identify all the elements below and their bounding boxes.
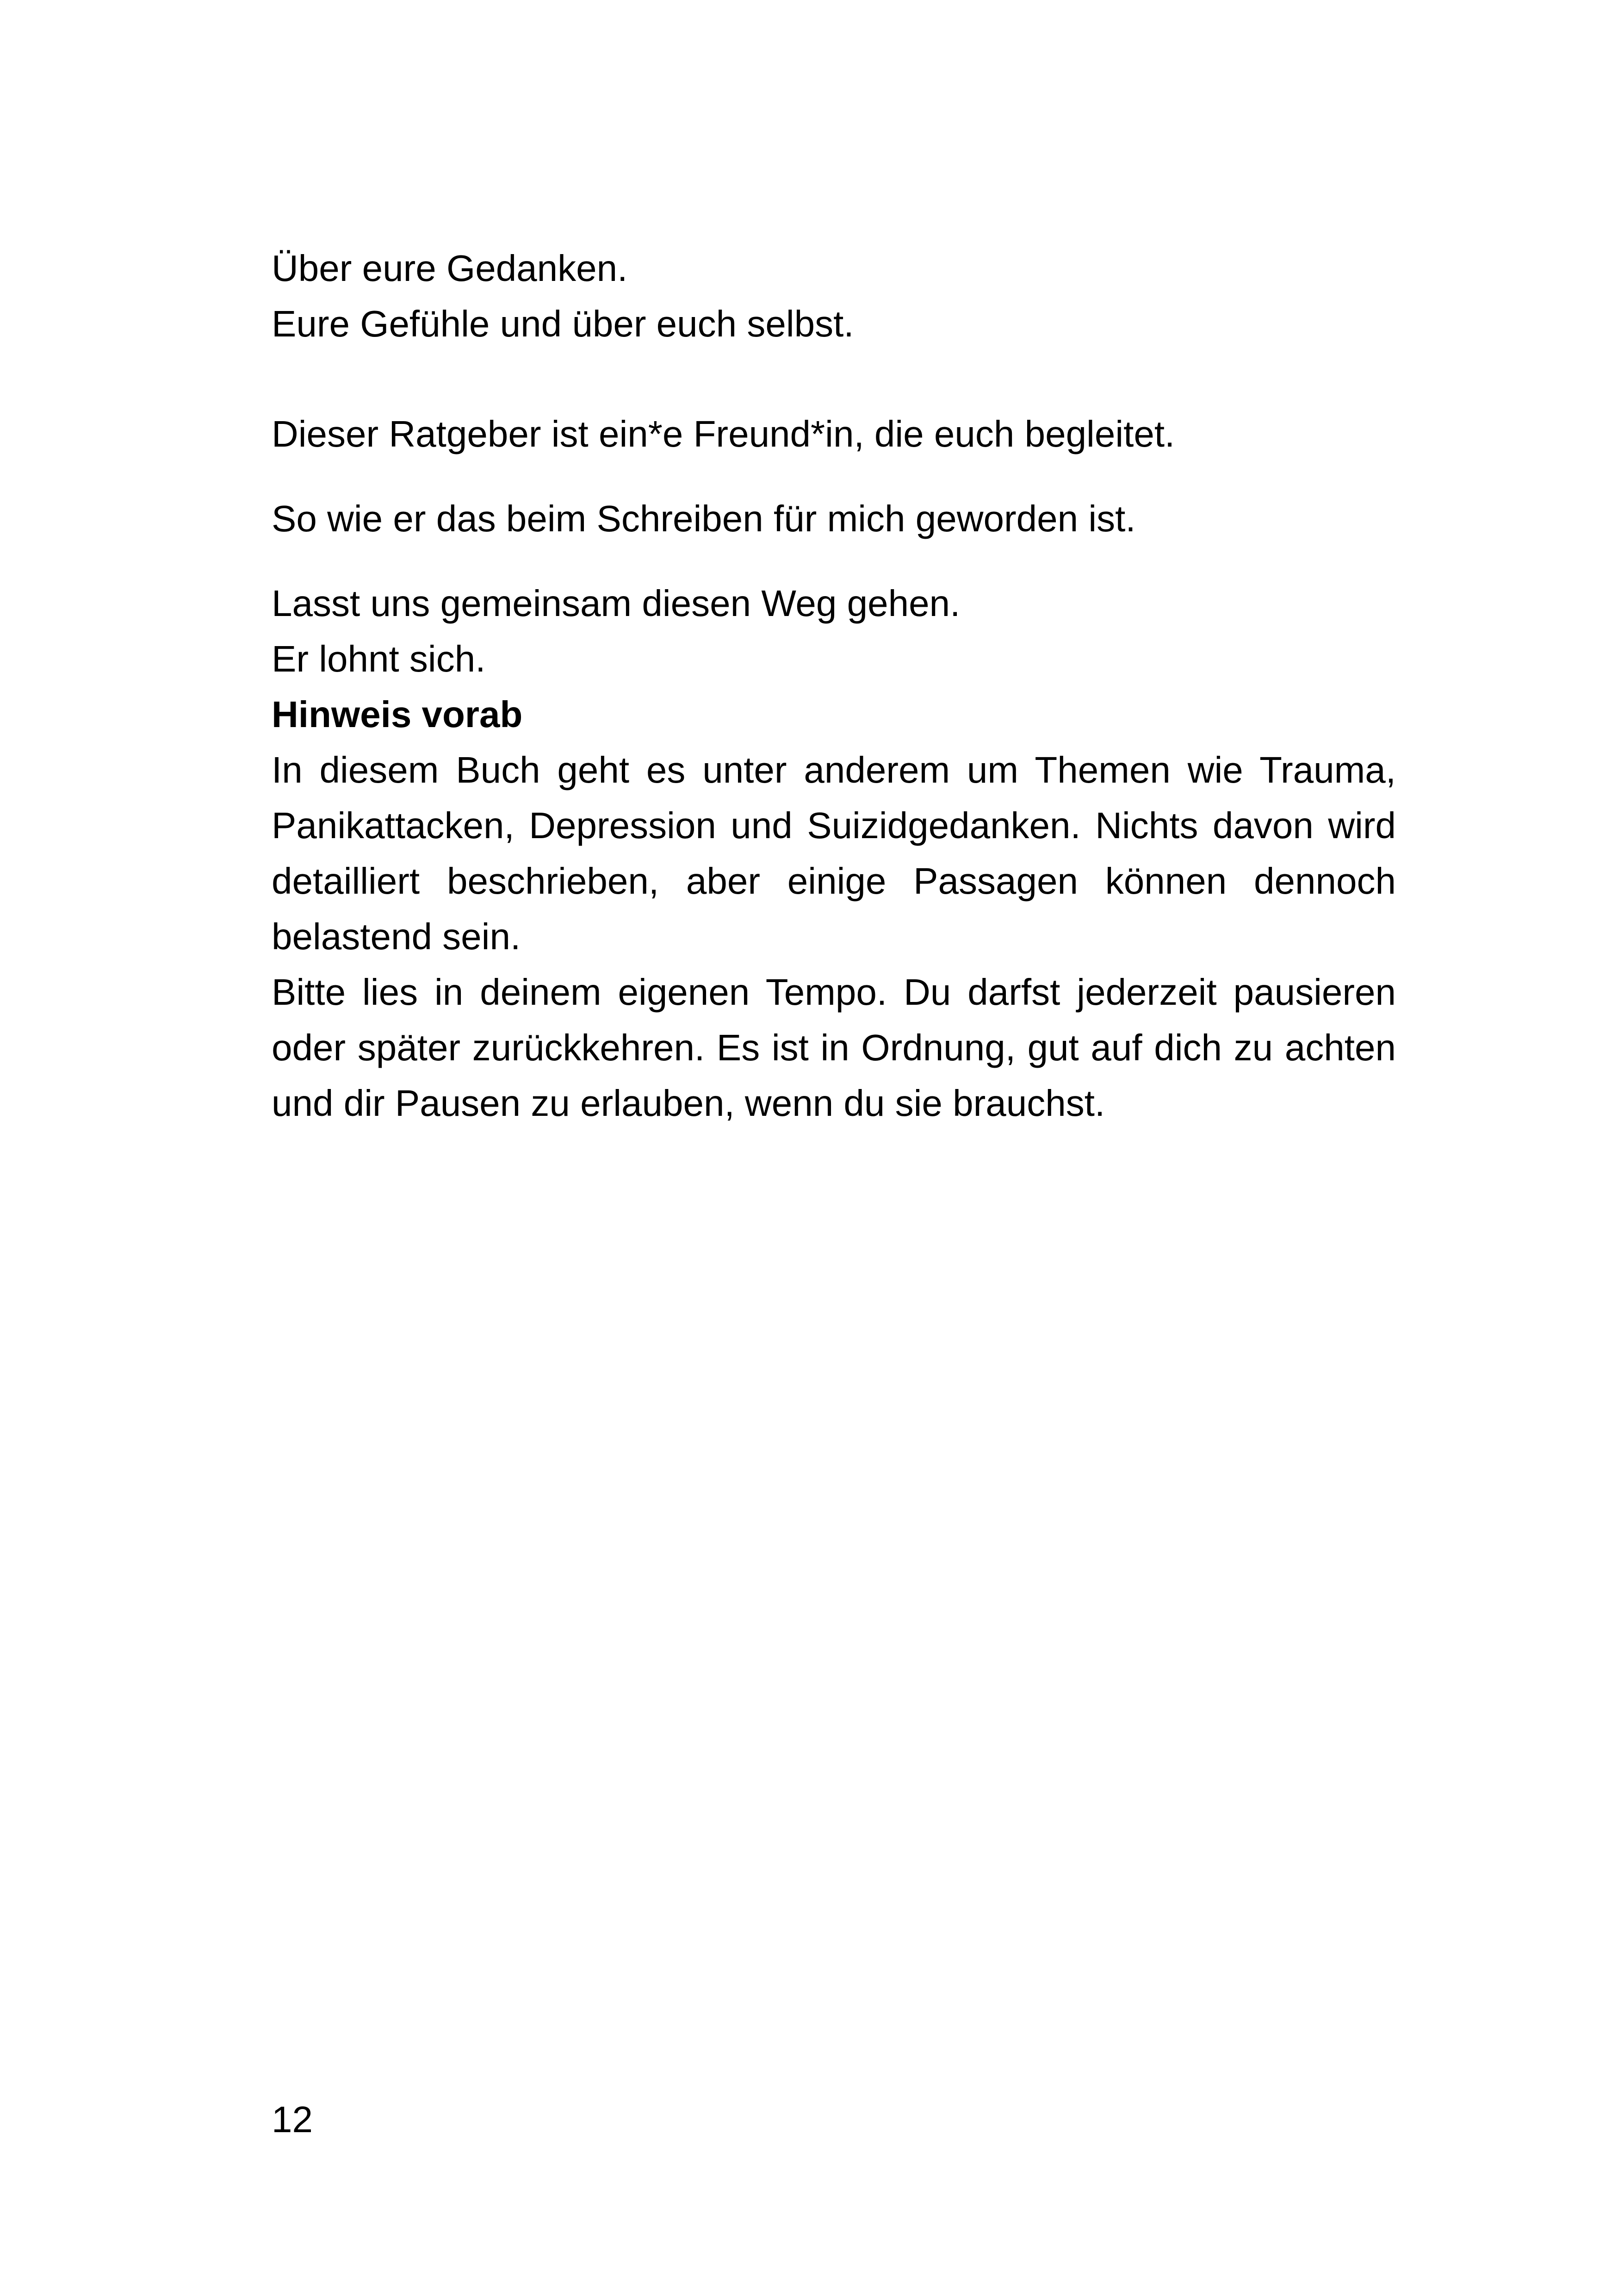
together-line-2: Er lohnt sich.	[272, 638, 486, 679]
text-column	[272, 241, 1396, 1131]
notice-heading: Hinweis vorab	[272, 694, 523, 735]
friend-paragraph: Dieser Ratgeber ist ein*e Freund*in, die euch begleitet.	[272, 413, 1175, 454]
notice-body-1: In diesem Buch geht es unter anderem um Themen wie Trauma, Panikattacken, Depression und Suizidgedanken. Nichts davon wird detailliert beschrieben, aber einige Passagen können dennoch belastend sein.	[272, 749, 1396, 957]
page-number: 12	[272, 2099, 313, 2140]
intro-line-1: Über eure Gedanken.	[272, 248, 628, 289]
notice-body-2: Bitte lies in deinem eigenen Tempo. Du darfst jederzeit pausieren oder später zurückkehren. Es ist in Ordnung, gut auf dich zu achten und dir Pausen zu erlauben, wenn du sie brauchst.	[272, 971, 1396, 1124]
together-line-1: Lasst uns gemeinsam diesen Weg gehen.	[272, 583, 961, 624]
intro-line-2: Eure Gefühle und über euch selbst.	[272, 303, 854, 344]
writing-paragraph: So wie er das beim Schreiben für mich geworden ist.	[272, 498, 1136, 539]
